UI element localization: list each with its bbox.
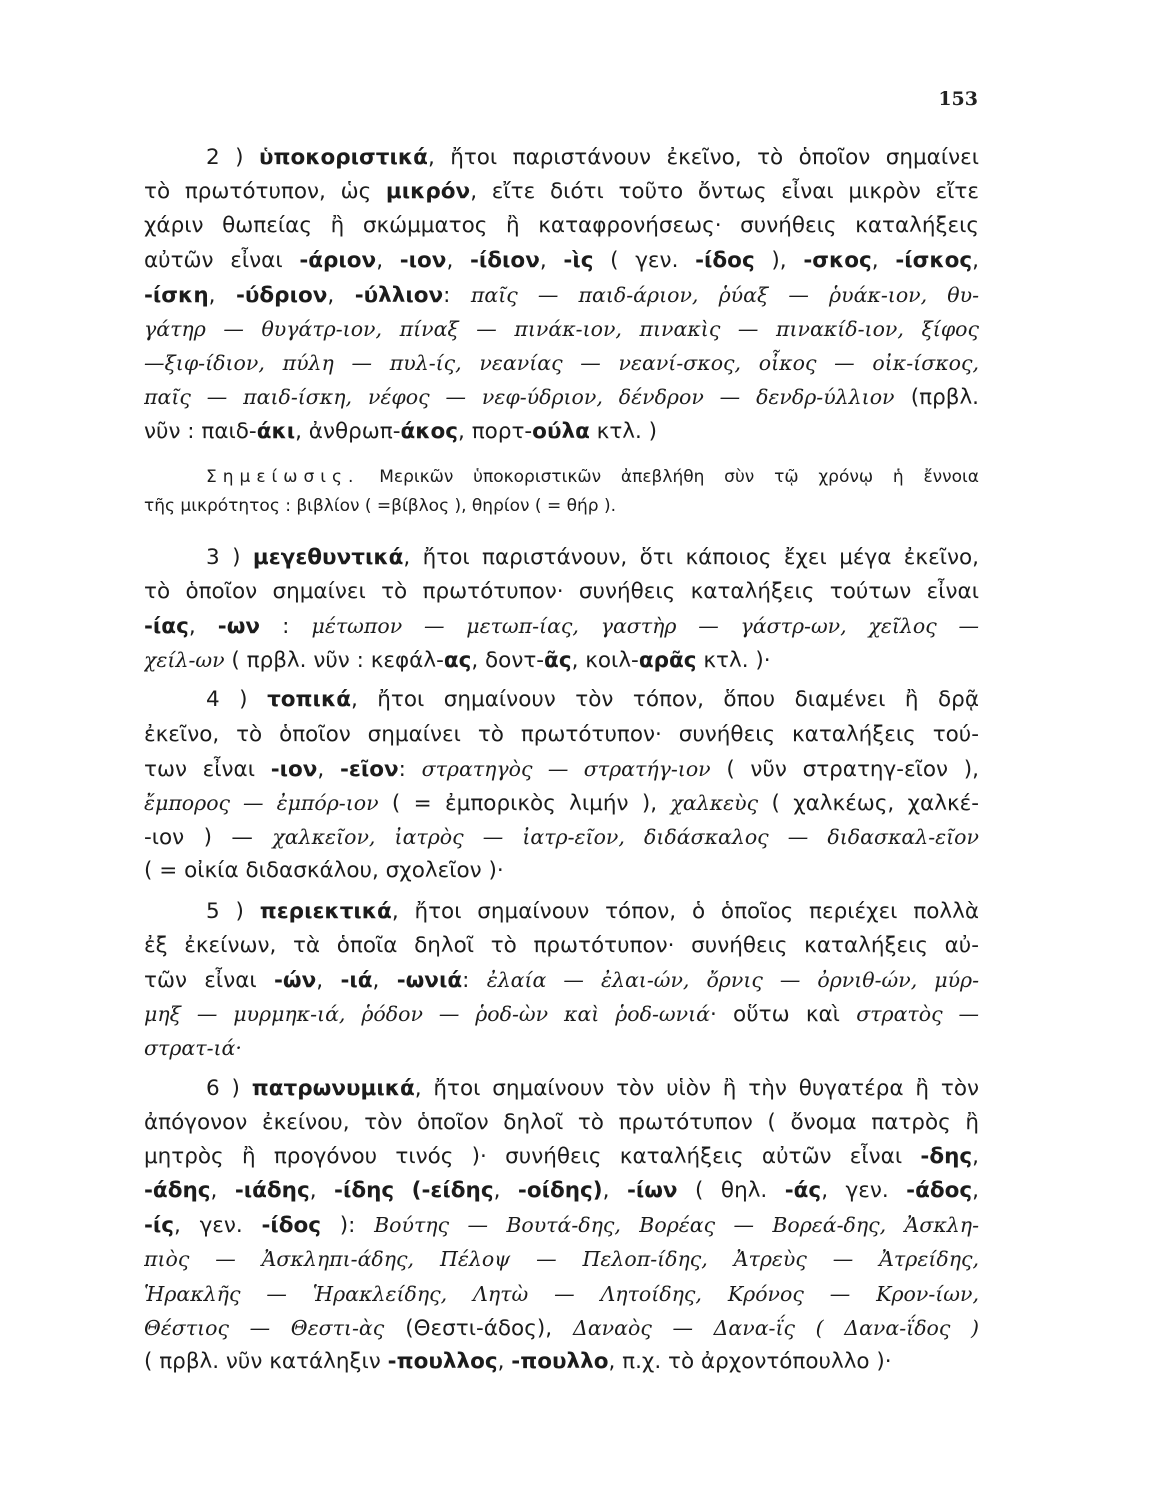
bold-ending: ούλα <box>532 418 590 444</box>
text-run: , <box>372 967 397 993</box>
text-run: , <box>316 967 341 993</box>
text-run: αὐτῶν εἶναι <box>144 247 300 273</box>
text-line <box>144 895 979 929</box>
text-run: 2 ) <box>206 145 259 170</box>
text-run: τῶν εἶναι <box>144 967 274 993</box>
text-run: , <box>539 247 564 273</box>
text-run: , <box>446 247 470 273</box>
text-line <box>144 1277 979 1311</box>
italic-example: ἔμπορος — ἐμπόρ-ιον <box>144 791 379 815</box>
page-text <box>144 141 979 1379</box>
bold-ending: περιεκτικά <box>259 898 392 924</box>
text-line <box>144 752 979 786</box>
text-line <box>144 609 979 643</box>
text-run: : <box>398 756 422 782</box>
italic-example: παῖς — παιδ-ίσκη, νέφος — νεφ-ύδριον, δένδρον — δενδρ-ύλλιον <box>144 385 895 410</box>
bold-ending: -ίσκη <box>144 282 209 308</box>
text-line <box>144 929 979 963</box>
bold-ending: -ίσκος <box>895 247 973 273</box>
italic-example: μηξ — μυρμηκ-ιά, ῥόδον — ῥοδ-ὼν καὶ ῥοδ-ωνιά <box>144 1002 710 1027</box>
italic-example: χαλκεὺς <box>670 791 759 815</box>
bold-ending: -ων <box>217 614 261 640</box>
text-run: ( πρβλ. νῦν : κεφάλ- <box>224 648 444 674</box>
text-line <box>144 1345 979 1379</box>
note <box>144 463 979 521</box>
text-run: ( πρβλ. νῦν κατάληξιν <box>144 1349 388 1374</box>
text-run: (πρβλ. <box>894 385 979 411</box>
bold-ending: -ύδριον <box>235 282 328 308</box>
text-line <box>144 244 979 278</box>
text-run: ( = οἰκία διδασκάλου, σχολεῖον )· <box>144 858 504 884</box>
italic-example: μέτωπον — μετωπ-ίας, γαστὴρ — γάστρ-ων, χεῖλος — <box>311 614 979 639</box>
text-run: νῦν : παιδ- <box>144 418 257 444</box>
text-run: , <box>376 247 400 273</box>
bold-ending: -σκος <box>803 247 872 273</box>
text-line <box>144 820 979 854</box>
italic-example: Ἡρακλῆς — Ἡρακλείδης, Λητὼ — Λητοίδης, Κρόνος — Κρον-ίων, <box>144 1281 979 1306</box>
text-run: 3 ) <box>206 544 253 570</box>
bold-ending: πατρωνυμικά <box>251 1075 415 1101</box>
text-line <box>144 1174 979 1208</box>
text-run: Σημείωσις. <box>206 466 360 487</box>
text-run: κτλ. ) <box>589 418 658 444</box>
text-line <box>144 1311 979 1345</box>
text-line <box>144 997 979 1031</box>
text-run: , ἤτοι παριστάνουν, ὅτι κάποιος ἔχει μέγα ἐκεῖνο, <box>403 544 979 570</box>
text-run: ), <box>754 247 804 273</box>
bold-ending: -ύλλιον <box>354 282 444 308</box>
text-run: μητρὸς ἢ προγόνου τινός )· συνήθεις καταλήξεις αὐτῶν εἶναι <box>144 1143 921 1169</box>
italic-example: χαλκεῖον, ἰατρὸς — ἰατρ-εῖον, διδάσκαλος — διδασκαλ-εῖον <box>272 825 979 850</box>
section-3-augmentative <box>144 541 979 678</box>
section-4-local <box>144 683 979 888</box>
text-run: , <box>972 1143 979 1169</box>
text-run: , <box>493 1178 518 1204</box>
text-run: ( θηλ. <box>677 1178 785 1204</box>
bold-ending: -ιά <box>340 967 373 993</box>
text-run: τῆς μικρότητος : βιβλίον ( =βίβλος ), θηρίον ( = θήρ ). <box>144 495 617 516</box>
text-run: των εἶναι <box>144 756 271 782</box>
text-run: , <box>327 282 355 308</box>
text-line <box>144 312 979 346</box>
text-run: , <box>871 247 896 273</box>
text-line <box>144 141 979 175</box>
italic-example: πιὸς — Ἀσκληπι-άδης, Πέλοψ — Πελοπ-ίδης, Ἀτρεὺς — Ἀτρείδης, <box>144 1247 979 1272</box>
text-line <box>144 541 979 575</box>
text-run: · οὕτω καὶ <box>709 1002 857 1028</box>
text-line <box>144 1072 979 1106</box>
bold-ending: -ιον <box>270 756 318 782</box>
text-line <box>144 1208 979 1242</box>
text-run: , <box>317 756 340 782</box>
bold-ending: -ιον <box>399 247 447 273</box>
bold-ending: -ωνιά <box>396 967 463 993</box>
section-5-collective <box>144 895 979 1066</box>
text-run: , πορτ- <box>458 418 533 444</box>
text-run: , <box>972 247 979 273</box>
bold-ending: -δης <box>920 1143 973 1169</box>
bold-ending: -ὶς <box>563 247 594 273</box>
text-line <box>144 963 979 997</box>
italic-example: στρατ-ιά· <box>144 1036 242 1061</box>
text-line <box>144 380 979 414</box>
text-run: Μερικῶν ὑποκοριστικῶν ἀπεβλήθη σὺν τῷ χρόνῳ ἡ ἔννοια <box>359 466 979 487</box>
text-run: ( γεν. <box>593 247 696 273</box>
text-run: : <box>443 282 471 308</box>
italic-example: παῖς — παιδ-άριον, ῥύαξ — ῥυάκ-ιον, θυ- <box>470 282 979 307</box>
bold-ending: ᾶς <box>544 648 572 674</box>
text-line <box>144 415 979 449</box>
text-line <box>144 683 979 717</box>
text-run: , π.χ. τὸ ἀρχοντόπουλλο )· <box>608 1349 892 1374</box>
text-line <box>144 1242 979 1276</box>
bold-ending: -ίας <box>144 614 189 640</box>
text-run: , ἤτοι σημαίνουν τὸν τόπον, ὅπου διαμένει ἢ δρᾷ <box>350 687 979 713</box>
italic-example: στρατὸς — <box>856 1002 979 1027</box>
text-run: , <box>210 1178 235 1204</box>
text-line <box>144 209 979 243</box>
italic-example: στρατηγὸς — στρατήγ-ιον <box>421 756 711 781</box>
section-2-diminutive <box>144 141 979 449</box>
text-run: , <box>188 614 218 640</box>
italic-example: —ξιφ-ίδιον, πύλη — πυλ-ίς, νεανίας — νεανί-σκος, οἶκος — οἰκ-ίσκος, <box>144 351 979 376</box>
bold-ending: -ιάδης <box>234 1178 310 1204</box>
italic-example: ἐλαία — ἐλαι-ών, ὄρνις — ὀρνιθ-ών, μύρ- <box>486 967 979 992</box>
bold-ending: -εῖον <box>339 756 399 782</box>
text-line <box>144 718 979 752</box>
bold-ending: -άριον <box>299 247 377 273</box>
text-run: ( = ἐμπορικὸς λιμήν ), <box>378 791 671 816</box>
bold-ending: -άδος <box>906 1178 973 1204</box>
text-run: χάριν θωπείας ἢ σκώμματος ἢ καταφρονήσεως· συνήθεις καταλήξεις <box>144 213 979 239</box>
text-run: , <box>309 1178 335 1204</box>
text-run: κτλ. )· <box>696 648 771 674</box>
bold-ending: τοπικά <box>267 687 351 713</box>
text-run: ( νῦν στρατηγ-εῖον ), <box>710 756 979 782</box>
text-run: 6 ) <box>206 1075 252 1101</box>
bold-ending: -ίδης <box>334 1178 395 1204</box>
bold-ending: -οίδης) <box>517 1178 603 1204</box>
text-line <box>144 643 979 677</box>
text-run: , κοιλ- <box>571 648 639 674</box>
italic-example: Βούτης — Βουτά-δης, Βορέας — Βορεά-δης, Ἀσκλη- <box>374 1213 979 1238</box>
text-run: , γεν. <box>821 1178 907 1204</box>
bold-ending: -ών <box>274 967 317 993</box>
italic-example: Δαναὸς — Δανα-ΐς ( Δανα-ΐδος ) <box>573 1315 979 1340</box>
text-line <box>144 1031 979 1065</box>
text-run: , <box>602 1178 627 1204</box>
bold-ending: -άδης <box>144 1178 211 1204</box>
text-run: -ιον ) — <box>144 825 273 851</box>
bold-ending: ας <box>443 648 472 674</box>
text-run: : <box>462 967 487 993</box>
text-run: 5 ) <box>206 898 260 924</box>
bold-ending: αρᾶς <box>638 648 697 674</box>
text-line <box>144 346 979 380</box>
text-run: (Θεστι-άδος), <box>384 1315 574 1341</box>
bold-ending: μεγεθυντικά <box>252 544 404 570</box>
text-line <box>144 575 979 609</box>
text-line <box>144 1106 979 1140</box>
text-run: ( χαλκέως, χαλκέ- <box>758 791 979 816</box>
text-run: , <box>972 1178 979 1204</box>
italic-example: χείλ-ων <box>144 648 225 673</box>
text-run: , ἤτοι παριστάνουν ἐκεῖνο, τὸ ὁποῖον σημαίνει <box>427 145 979 170</box>
italic-example: Θέστιος — Θεστι-ὰς <box>144 1315 385 1340</box>
text-line <box>144 786 979 820</box>
section-6-patronymic <box>144 1072 979 1380</box>
bold-ending: -άς <box>784 1178 822 1204</box>
text-line <box>144 492 979 521</box>
bold-ending: -ίδιον <box>469 247 540 273</box>
bold-ending: -ίδος <box>695 247 755 273</box>
text-run: ἀπόγονον ἐκείνου, τὸν ὁποῖον δηλοῖ τὸ πρωτότυπον ( ὄνομα πατρὸς ἢ <box>144 1109 979 1135</box>
text-run <box>394 1178 411 1203</box>
bold-ending: ὑποκοριστικά <box>258 145 428 170</box>
text-run: , δοντ- <box>471 648 545 674</box>
text-run: ): <box>321 1213 375 1239</box>
text-line <box>144 463 979 492</box>
text-run: 4 ) <box>206 687 268 713</box>
bold-ending: (-είδης <box>411 1178 494 1204</box>
text-run: , γεν. <box>174 1213 262 1239</box>
bold-ending: άκι <box>256 418 296 444</box>
bold-ending: άκος <box>400 418 459 444</box>
bold-ending: -πουλλος <box>387 1349 498 1374</box>
text-run: , <box>208 282 236 308</box>
text-run: , ἤτοι σημαίνουν τὸν υἱὸν ἢ τὴν θυγατέρα ἢ τὸν <box>414 1075 979 1101</box>
italic-example: γάτηρ — θυγάτρ-ιον, πίναξ — πινάκ-ιον, πινακὶς — πινακίδ-ιον, ξίφος <box>144 316 979 341</box>
text-line <box>144 278 979 312</box>
bold-ending: -ίων <box>626 1178 678 1204</box>
text-run: : <box>260 614 312 640</box>
text-line <box>144 854 979 888</box>
bold-ending: μικρόν <box>385 179 471 205</box>
bold-ending: -ίς <box>144 1213 175 1239</box>
text-run: τὸ ὁποῖον σημαίνει τὸ πρωτότυπον· συνήθεις καταλήξεις τούτων εἶναι <box>144 578 979 604</box>
page-number: 153 <box>938 88 978 110</box>
text-run: , <box>497 1349 512 1374</box>
text-run: ἐκεῖνο, τὸ ὁποῖον σημαίνει τὸ πρωτότυπον· συνήθεις καταλήξεις τού- <box>144 721 979 747</box>
text-run: , εἴτε διότι τοῦτο ὄντως εἶναι μικρὸν εἴτε <box>470 179 979 205</box>
bold-ending: -ίδος <box>261 1213 322 1239</box>
text-run: , ἀνθρωπ- <box>295 418 401 444</box>
text-run: ἐξ ἐκείνων, τὰ ὁποῖα δηλοῖ τὸ πρωτότυπον· συνήθεις καταλήξεις αὐ- <box>144 932 979 958</box>
text-line <box>144 1140 979 1174</box>
text-run: , ἤτοι σημαίνουν τόπον, ὁ ὁποῖος περιέχει πολλὰ <box>391 898 979 924</box>
bold-ending: -πουλλο <box>511 1349 609 1374</box>
text-line <box>144 175 979 209</box>
text-run: τὸ πρωτότυπον, ὡς <box>144 179 386 205</box>
